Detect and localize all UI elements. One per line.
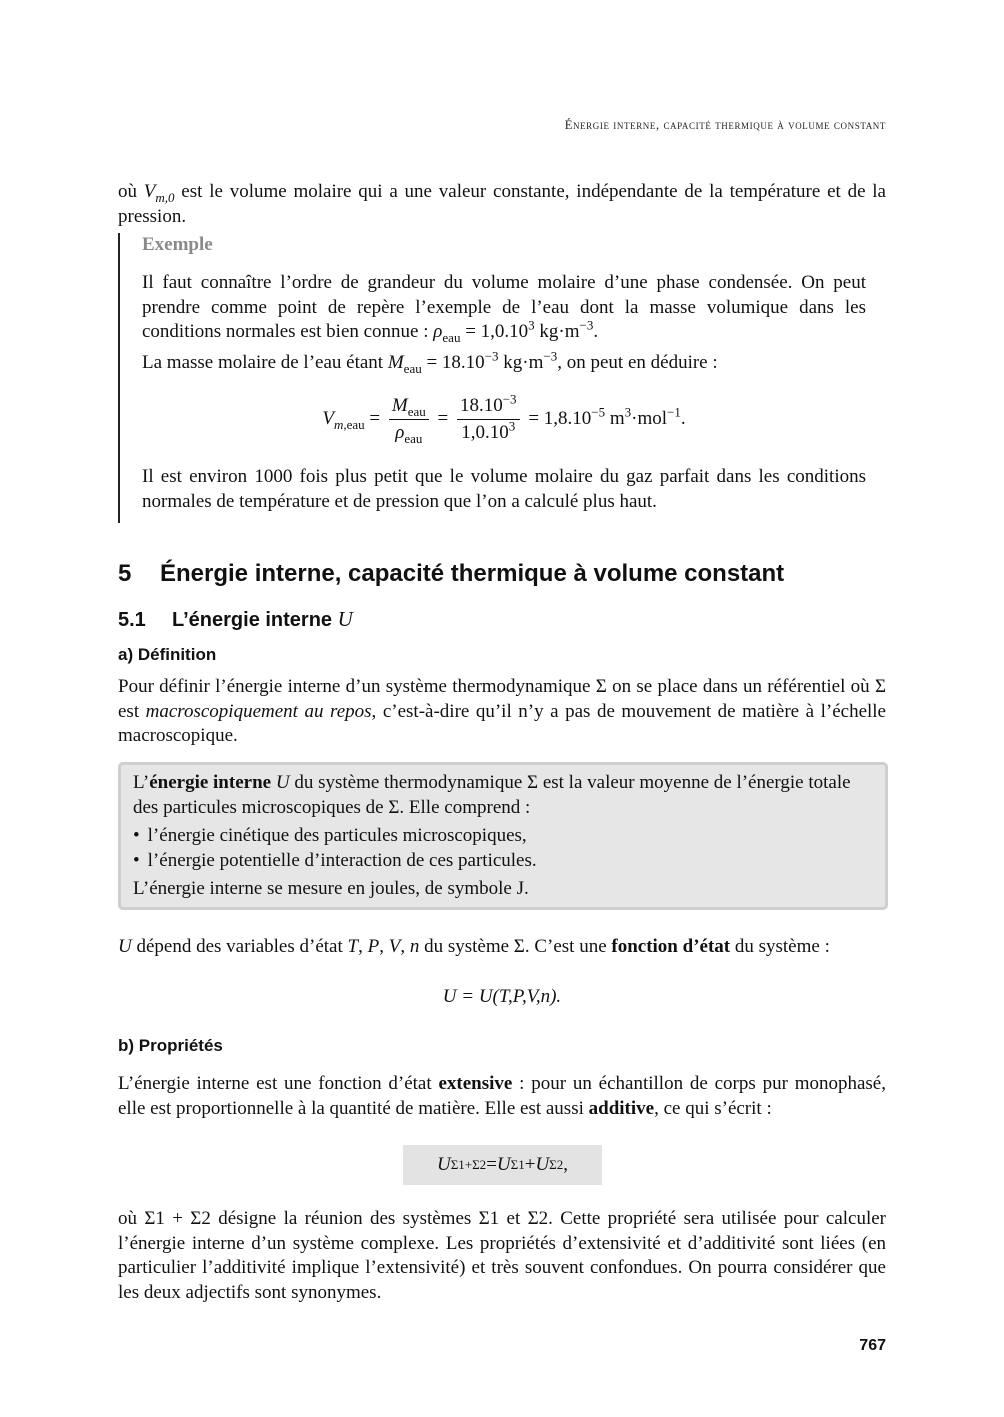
state-function-paragraph: U dépend des variables d’état T, P, V, n du système Σ. C’est une fonction d’état du système : bbox=[118, 936, 830, 957]
molar-volume-equation: $V_{m,eau}$ = $\frac{M_{eau}}{\rho_{eau}}$ = $\frac{18.10^{-3}}{1,0.10^3}$ = $1,8.10^{-5}$ $m^3\cdot mol^{-1}$. bbox=[322, 391, 686, 446]
definition-paragraph: Pour définir l’énergie interne d’un système thermodynamique Σ on se place dans un référentiel où Σ est macroscopiquement au repos, c’est-à-dire qu’il n’y a pas de mouvement de matière à l’échelle macroscopique. bbox=[118, 676, 886, 746]
definition-text: L’énergie interne U du système thermodynamique Σ est la valeur moyenne de l’énergie totale des particules microscopiques de Σ. Elle comprend : bbox=[133, 772, 851, 818]
properties-paragraph: L’énergie interne est une fonction d’état extensive : pour un échantillon de corps pur monophasé, elle est proportionnelle à la quantité de matière. Elle est aussi additive, ce qui s’écrit : bbox=[118, 1073, 886, 1119]
subheading-definition: a) Définition bbox=[118, 645, 217, 664]
definition-box bbox=[118, 762, 888, 910]
definition-list bbox=[133, 824, 873, 873]
state-equation: U = U(T,P,V,n). bbox=[442, 986, 562, 1007]
list-item: • l’énergie cinétique des particules microscopiques, bbox=[133, 824, 873, 849]
example-block bbox=[118, 233, 888, 523]
example-paragraph-1: Il faut connaître l’ordre de grandeur du volume molaire d’une phase condensée. On peut prendre comme point de repère l’exemple de l’eau dont la masse volumique dans les conditions normales est bien connue : $\rho_{eau} = 1,0.10^3$ $kg\cdot m^{-3}$. bbox=[142, 272, 866, 345]
page-number: 767 bbox=[859, 1337, 886, 1354]
additivity-equation: U Σ1+Σ2 = U Σ1 + U Σ2 , bbox=[403, 1145, 602, 1185]
subsection-heading: 5.1 L’énergie interne U bbox=[118, 607, 353, 631]
list-item: • l’énergie potentielle d’interaction de ces particules. bbox=[133, 849, 873, 874]
example-title: Exemple bbox=[142, 234, 213, 255]
subheading-properties: b) Propriétés bbox=[118, 1036, 223, 1055]
example-paragraph-3: Il est environ 1000 fois plus petit que le volume molaire du gaz parfait dans les conditions normales de température et de pression que l’on a calculé plus haut. bbox=[142, 466, 866, 512]
definition-unit: L’énergie interne se mesure en joules, de symbole J. bbox=[133, 878, 529, 899]
section-heading: 5 Énergie interne, capacité thermique à volume constant bbox=[118, 560, 785, 587]
running-head: Énergie interne, capacité thermique à volume constant bbox=[564, 118, 886, 132]
final-paragraph: où Σ1 + Σ2 désigne la réunion des systèmes Σ1 et Σ2. Cette propriété sera utilisée pour calculer l’énergie interne d’un système complexe. Les propriétés d’extensivité et d’additivité sont liées (en particulier l’additivité implique l’extensivité) et très souvent confondues. On pourra considérer que les deux adjectifs sont synonymes. bbox=[118, 1208, 886, 1303]
example-paragraph-2: La masse molaire de l’eau étant $M_{eau} = 18.10^{-3}$ $kg\cdot m^{-3}$, on peut en déduire : bbox=[142, 348, 718, 376]
intro-paragraph: où $V_{m,0}$ est le volume molaire qui a une valeur constante, indépendante de la température et de la pression. bbox=[118, 181, 886, 227]
